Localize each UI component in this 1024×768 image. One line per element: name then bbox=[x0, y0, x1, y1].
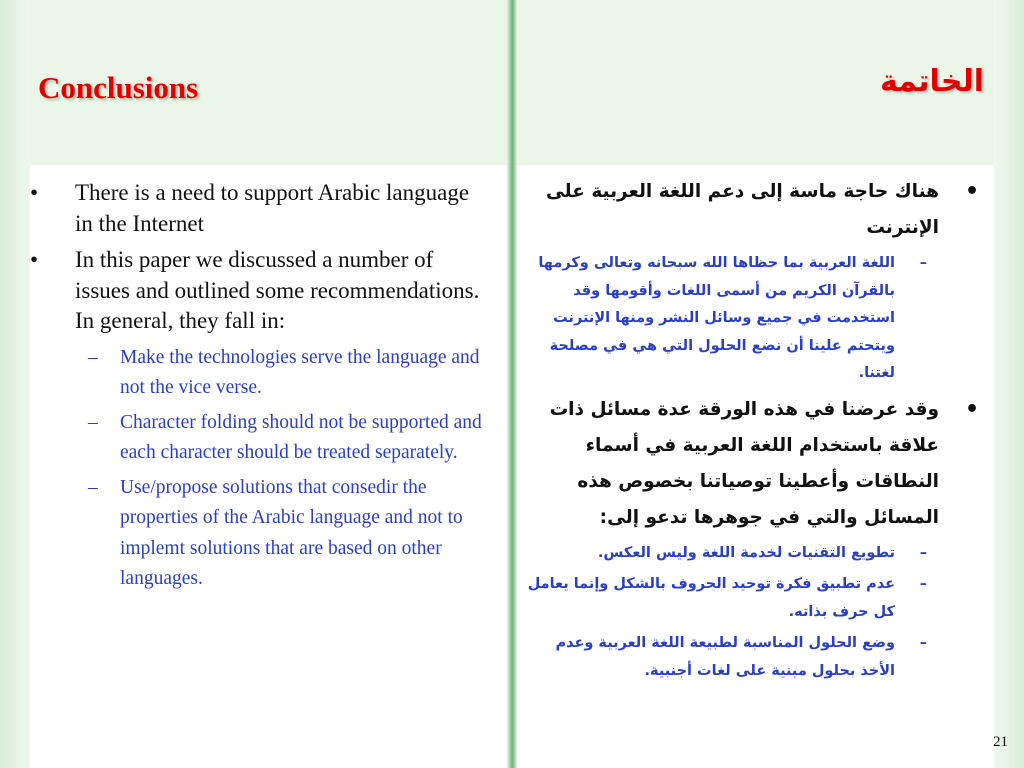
page-number: 21 bbox=[993, 734, 1008, 750]
dash-mark: – bbox=[88, 411, 98, 433]
dash-mark: – bbox=[88, 346, 98, 368]
sub-bullet-text: وضع الحلول المناسبة لطبيعة اللغة العربية وعدم الأخذ بحلول مبنية على لغات أجنبية. bbox=[555, 635, 895, 679]
sub-bullet-text: عدم تطبيق فكرة توحيد الحروف بالشكل وإنما يعامل كل حرف بذاته. bbox=[527, 576, 895, 620]
sub-bullet-text: تطويع التقنيات لخدمة اللغة وليس العكس. bbox=[597, 544, 895, 561]
sub-bullet-item bbox=[30, 343, 492, 404]
sub-bullet-text: Make the technologies serve the language and not the vice verse. bbox=[120, 346, 480, 398]
bullet-item bbox=[525, 174, 985, 246]
arabic-column bbox=[525, 174, 985, 689]
sub-bullet-text: اللغة العربية بما حظاها الله سبحانه وتعالى وكرمها بالقرآن الكريم من أسمى اللغات وأقومها وقد استخدمت في جميع وسائل النشر ومنها الإنترنت ويتحتم علينا أن نضع الحلول التي هي في مصلحة لغتنا. bbox=[538, 255, 895, 381]
bullet-text: هناك حاجة ماسة إلى دعم اللغة العربية على الإنترنت bbox=[545, 181, 939, 238]
sub-bullet-item bbox=[525, 571, 985, 626]
sub-bullet-item bbox=[525, 630, 985, 685]
bullet-item bbox=[30, 178, 492, 239]
sub-bullet-item bbox=[30, 408, 492, 469]
bullet-item bbox=[30, 245, 492, 337]
english-column bbox=[30, 178, 492, 599]
bullet-mark: • bbox=[30, 180, 39, 205]
bullet-mark: • bbox=[964, 179, 979, 204]
dash-mark: – bbox=[919, 544, 927, 561]
sub-bullet-item bbox=[525, 250, 985, 388]
bullet-text: In this paper we discussed a number of issues and outlined some recommendations. In general, they fall in: bbox=[75, 247, 480, 333]
sub-bullet-text: Use/propose solutions that consedir the properties of the Arabic language and not to implemt solutions that are based on other languages. bbox=[120, 476, 463, 589]
left-margin-decoration bbox=[0, 0, 30, 768]
dash-mark: – bbox=[919, 635, 927, 651]
column-divider bbox=[507, 0, 517, 768]
sub-bullet-item bbox=[30, 473, 492, 595]
slide-title-english: Conclusions bbox=[38, 70, 199, 105]
bullet-text: وقد عرضنا في هذه الورقة عدة مسائل ذات علاقة باستخدام اللغة العربية في أسماء النطاقات وأعطينا توصياتنا بخصوص هذه المسائل والتي في جوهرها تدعو إلى: bbox=[549, 398, 939, 528]
sub-bullet-item bbox=[525, 540, 985, 568]
right-margin-decoration bbox=[994, 0, 1024, 768]
slide-title-arabic: الخاتمة bbox=[879, 64, 984, 99]
bullet-text: There is a need to support Arabic language in the Internet bbox=[75, 180, 470, 236]
dash-mark: – bbox=[88, 476, 98, 498]
bullet-mark: • bbox=[964, 396, 979, 422]
sub-bullet-text: Character folding should not be supported and each character should be treated separately. bbox=[120, 411, 482, 463]
dash-mark: – bbox=[919, 255, 927, 271]
dash-mark: – bbox=[919, 576, 927, 592]
bullet-mark: • bbox=[30, 247, 39, 272]
bullet-item bbox=[525, 392, 985, 536]
